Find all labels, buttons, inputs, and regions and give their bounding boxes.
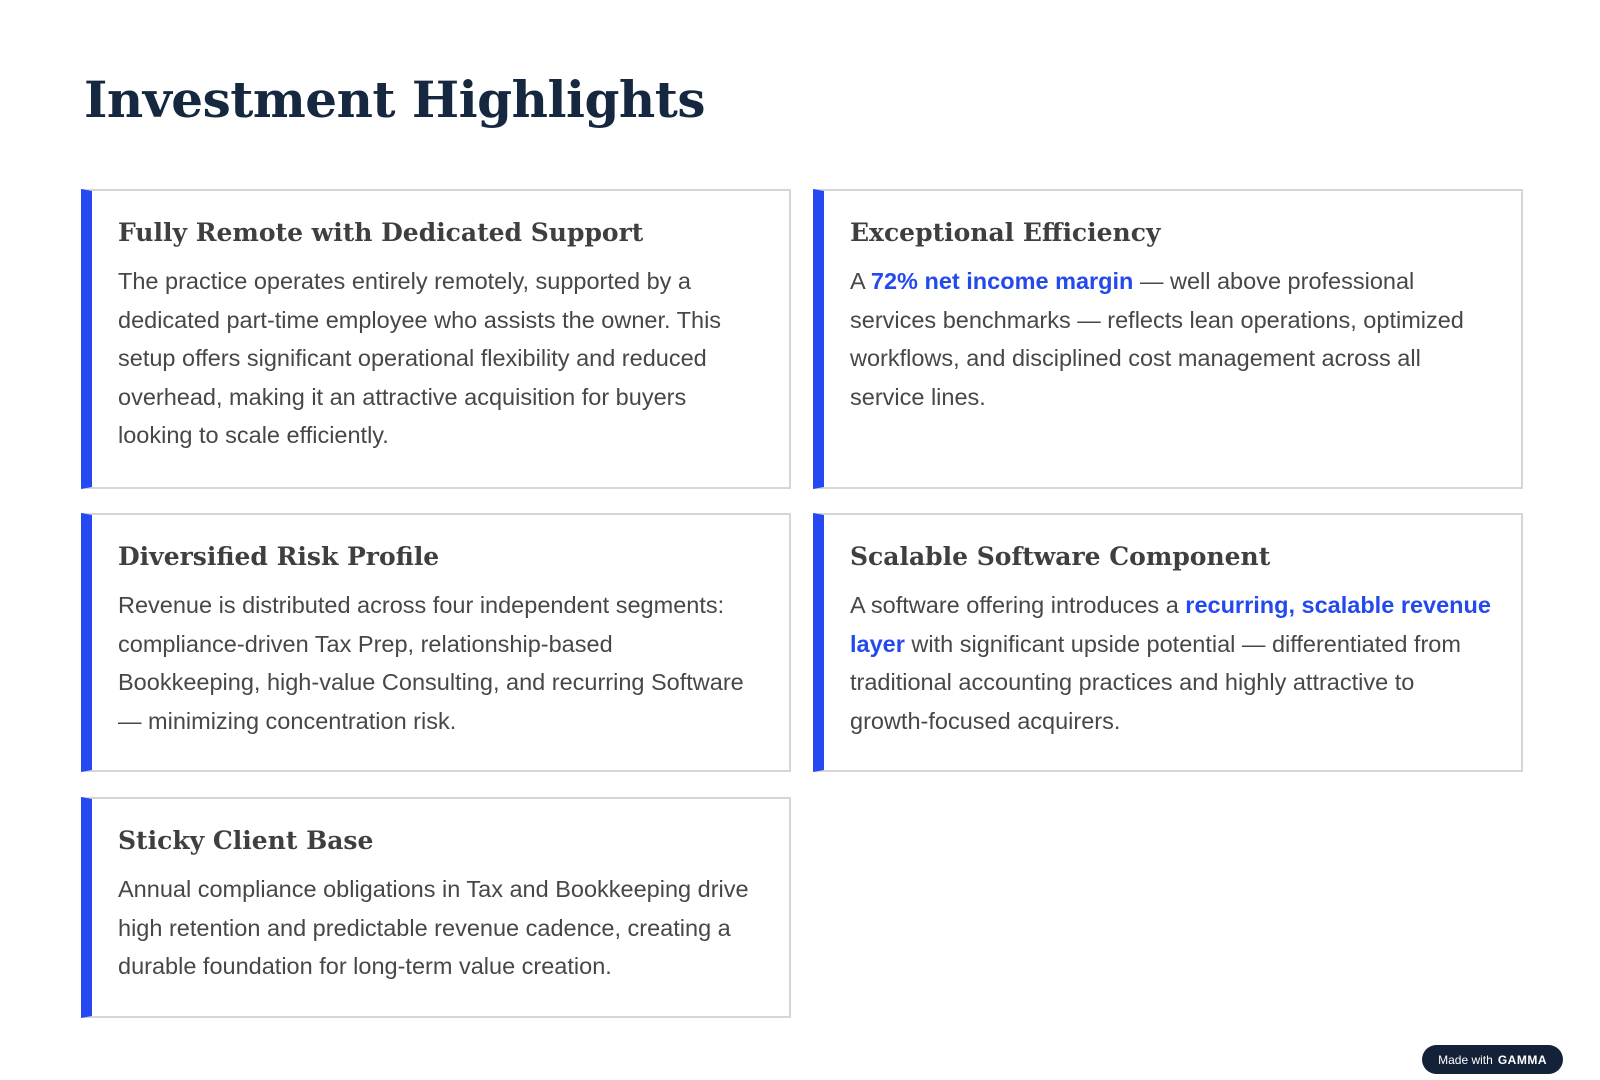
card-body: The practice operates entirely remotely, supported by a dedicated part-time employee who assists the owner. This setup offers significant operational flexibility and reduced overhead, making it an attractive acquisition for buyers looking to scale efficiently. (118, 268, 722, 449)
card-body: Revenue is distributed across four independent segments: compliance-driven Tax Prep, relationship-based Bookkeeping, high-value Consulting, and recurring Software — minimizing concentration risk. (118, 592, 744, 734)
card-body-highlight: recurring, scalable revenue layer (850, 592, 1491, 657)
gamma-logo: GAMMA (1497, 1052, 1547, 1067)
card-title: Exceptional Efficiency (850, 218, 1161, 247)
page-title: Investment Highlights (84, 70, 706, 129)
card-body-prefix: A (850, 268, 871, 295)
badge-prefix: Made with (1438, 1052, 1493, 1067)
card-title: Fully Remote with Dedicated Support (118, 218, 644, 247)
card-title: Scalable Software Component (850, 542, 1271, 571)
card-body-prefix: A software offering introduces a (850, 592, 1186, 619)
card-body-highlight: 72% net income margin (870, 268, 1134, 295)
highlight-card-efficiency (813, 189, 1523, 489)
card-body-suffix: with significant upside potential — differentiated from traditional accounting practices and highly attractive to growth-focused acquirers. (850, 630, 1461, 734)
card-title: Diversified Risk Profile (118, 542, 440, 571)
card-body (850, 262, 1491, 416)
made-with-gamma-badge[interactable] (1422, 1045, 1563, 1074)
card-body (850, 586, 1491, 740)
card-body-suffix: — well above professional services benchmarks — reflects lean operations, optimized workflows, and disciplined cost management across all service lines. (850, 268, 1464, 410)
card-body: Annual compliance obligations in Tax and Bookkeeping drive high retention and predictable revenue cadence, creating a durable foundation for long-term value creation. (118, 876, 749, 980)
highlight-card-sticky-clients (81, 797, 791, 1018)
highlight-card-remote-support (81, 189, 791, 489)
highlight-card-risk-profile (81, 513, 791, 772)
highlight-card-software (813, 513, 1523, 772)
card-title: Sticky Client Base (118, 826, 374, 855)
